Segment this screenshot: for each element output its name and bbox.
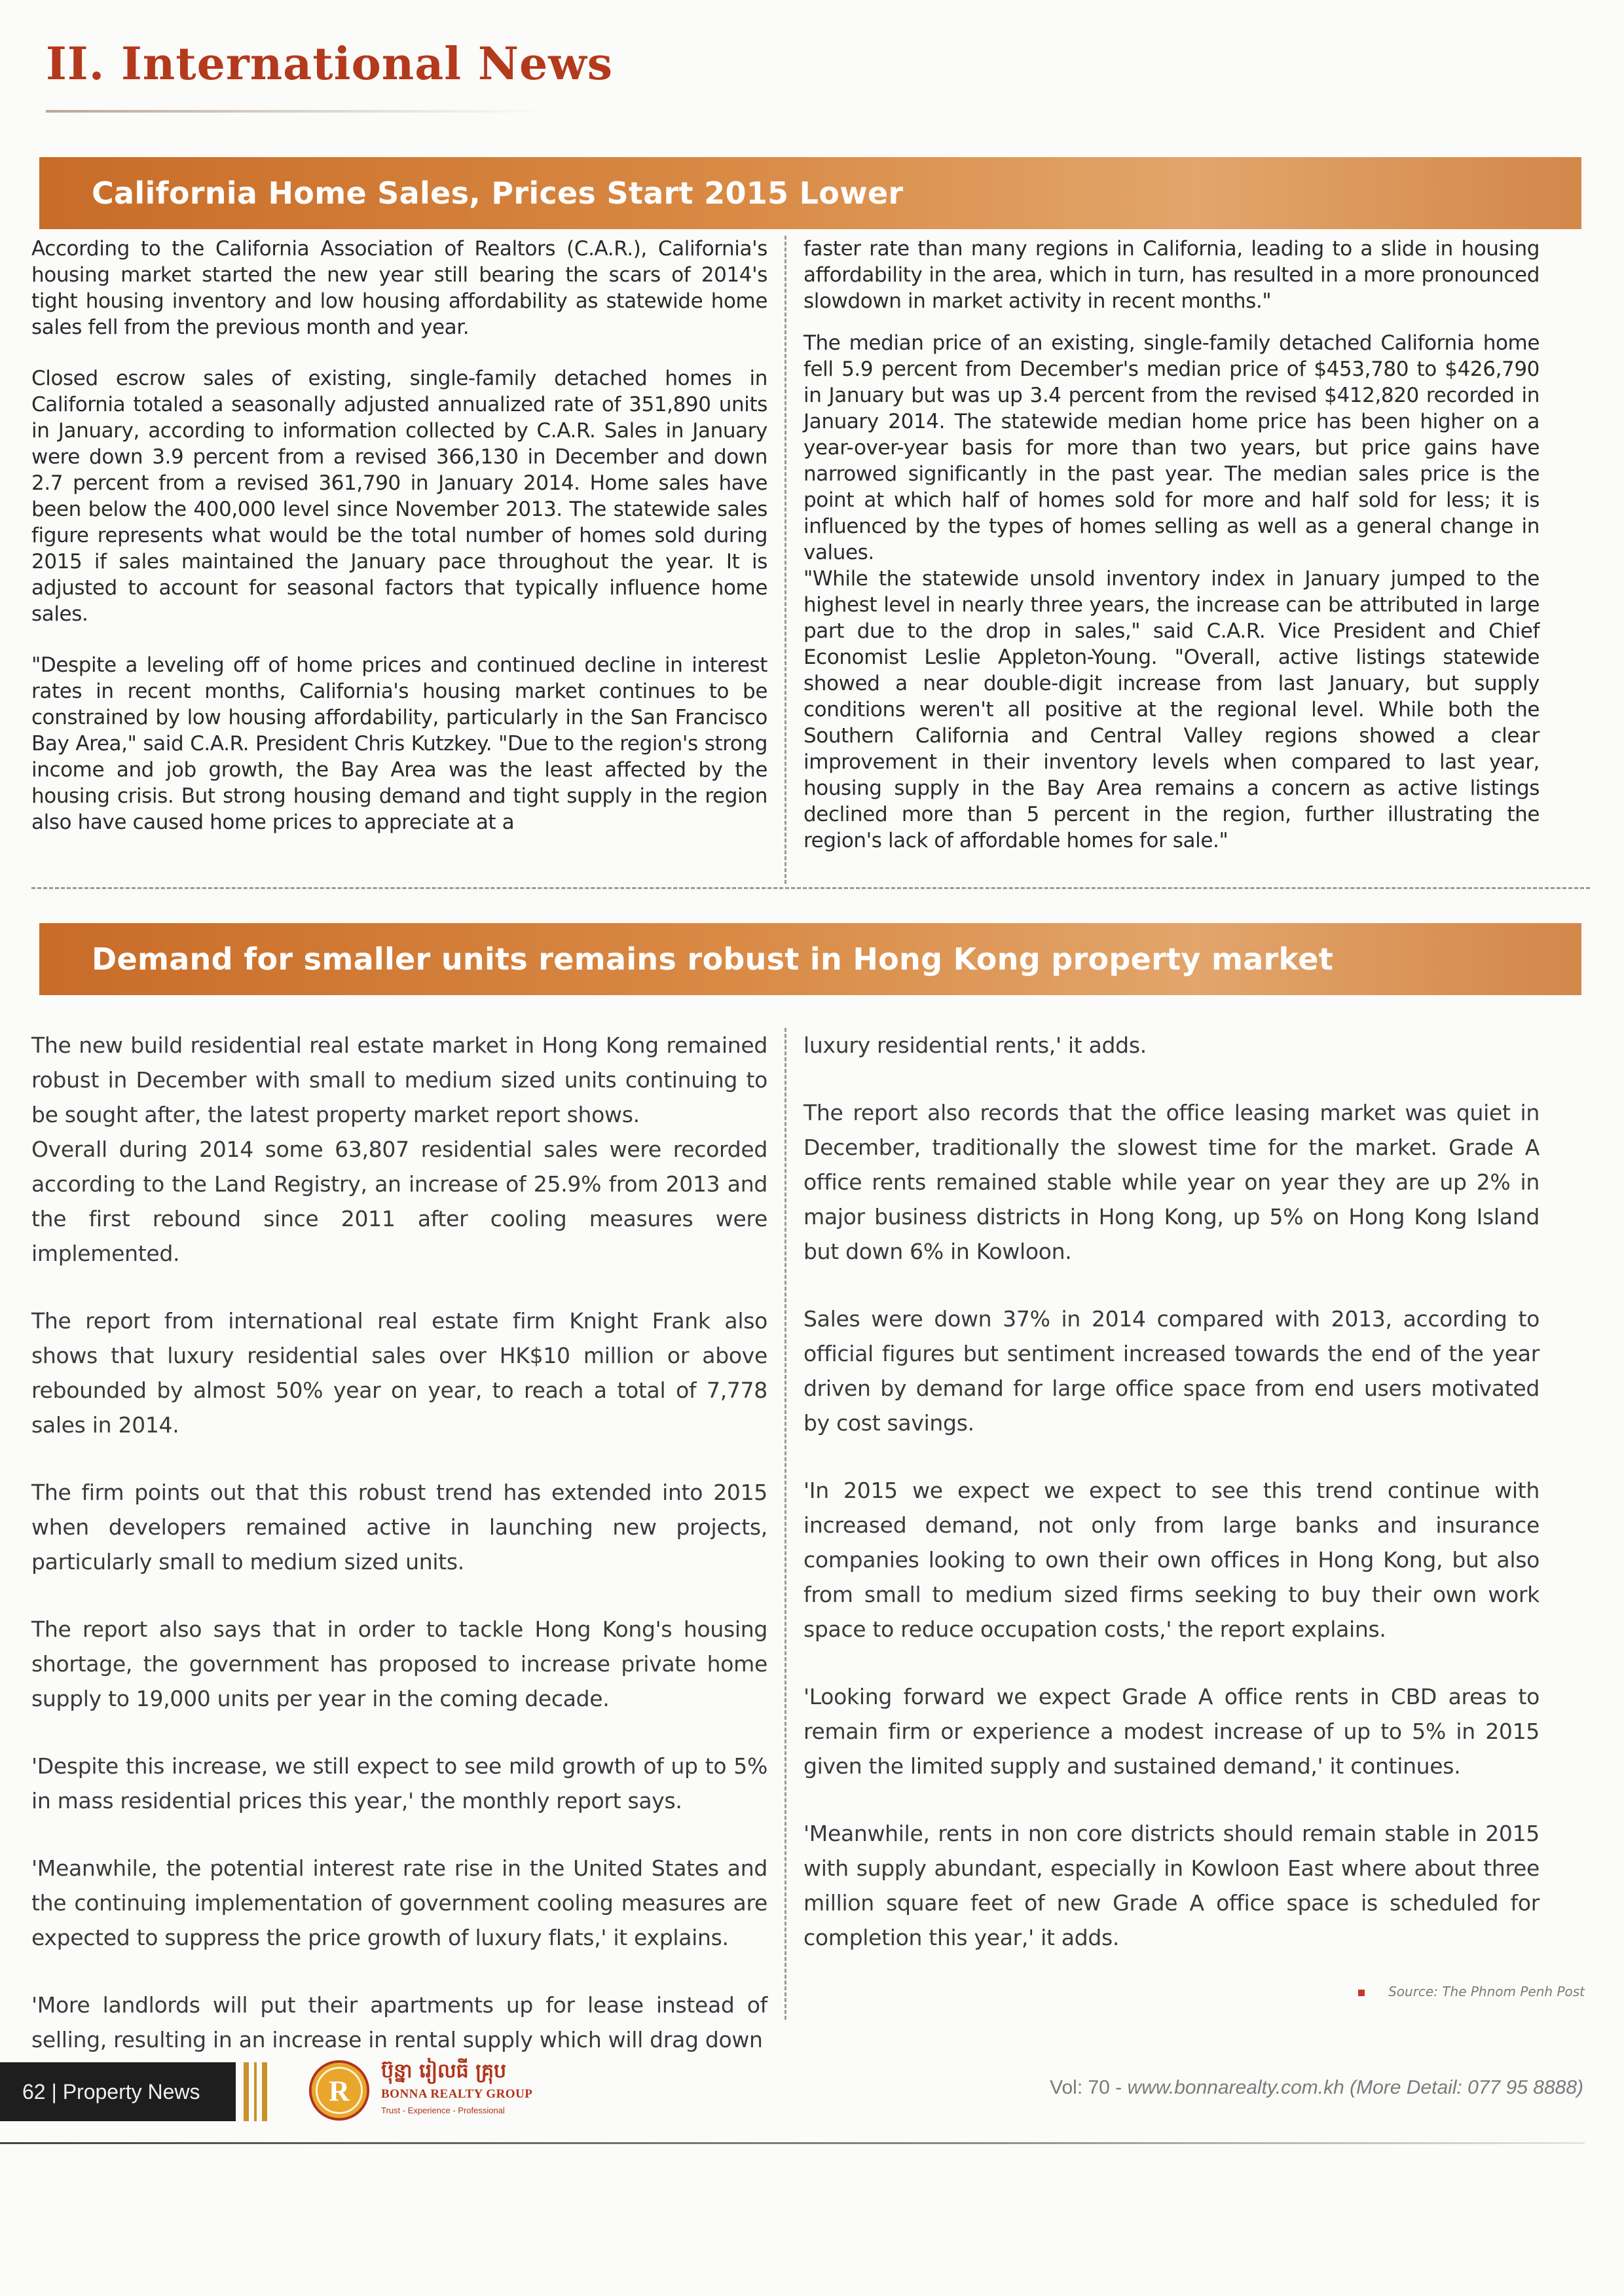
footer-page-label: [0, 2062, 236, 2121]
footer-volume-info: [1050, 2077, 1583, 2099]
bonna-realty-logo: [308, 2056, 557, 2128]
article1-paragraph: Closed escrow sales of existing, single-family detached homes in California totaled a seasonally adjusted annualized rate of 351,890 units in January, according to information collected by C.A.R. Sales in January were down 3.9 percent from a revised 366,130 in December and down 2.7 percent from a revised 361,790 in January 2014. Home sales have been below the 400,000 level since November 2013. The statewide sales figure represents what would be the total number of homes sold during 2015 if sales maintained the January pace throughout the year. It is adjusted to account for seasonal factors that typically influence home sales.: [31, 367, 767, 626]
website-link[interactable]: www.bonnarealty.com.kh: [1127, 2077, 1344, 2098]
article2-paragraph: The report also says that in order to tackle Hong Kong's housing shortage, the government has proposed to increase private home supply to 19,000 units per year in the coming decade.: [31, 1616, 767, 1711]
article2-right-column: [786, 1028, 1540, 2020]
article2-paragraph: The firm points out that this robust trend has extended into 2015 when developers remained active in launching new projects, particularly small to medium sized units.: [31, 1480, 767, 1575]
article2-paragraph: 'In 2015 we expect we expect to see this trend continue with increased demand, not only from large banks and insurance companies looking to own their own offices in Hong Kong, but also from small to medium sized firms seeking to buy their own work space to reduce occupation costs,' the report explains.: [803, 1478, 1540, 1642]
article1-body: [31, 236, 1590, 884]
logo-khmer-text: ប៊ុន្នា រៀលធី គ្រុប: [381, 2060, 507, 2083]
footer-accent-bars: [244, 2062, 267, 2121]
article1-paragraph: faster rate than many regions in California, leading to a slide in housing affordability in the area, which in turn, has resulted in a more pronounced slowdown in market activity in recent months.": [803, 237, 1540, 313]
source-credit: [1358, 1984, 1585, 1999]
article2-paragraph: 'Meanwhile, rents in non core districts should remain stable in 2015 with supply abundant, especially in Kowloon East where about three million square feet of new Grade A office space is scheduled for completion this year,' it adds.: [803, 1821, 1540, 1950]
svg-text:R: R: [329, 2075, 350, 2107]
article2-title: Demand for smaller units remains robust in Hong Kong property market: [92, 941, 1333, 977]
article2-paragraph: 'Despite this increase, we still expect to see mild growth of up to 5% in mass residential prices this year,' the monthly report says.: [31, 1753, 767, 1813]
title-underline: [46, 110, 544, 113]
footer-rule: [0, 2142, 1585, 2144]
logo-tagline: Trust - Experience - Professional: [381, 2105, 505, 2115]
logo-brand-text: BONNA REALTY GROUP: [381, 2087, 533, 2101]
article1-paragraph: "While the statewide unsold inventory index in January jumped to the highest level in nearly three years, the increase can be attributed in large part due to the drop in sales," said C.A.R. Vice President and Chief Economist Leslie Appleton-Young. "Overall, active listings statewide showed a near double-digit increase from last January, but supply conditions weren't all positive at the regional level. While both the Southern California and Central Valley regions showed a clear improvement in their inventory levels when compared to last year, housing supply in the Bay Area remains a concern as active listings declined more than 5 percent in the region, further illustrating the region's lack of affordable homes for sale.": [803, 567, 1540, 852]
article1-title: California Home Sales, Prices Start 2015 Lower: [92, 175, 904, 211]
volume-label: Vol: 70 -: [1050, 2077, 1128, 2098]
article2-paragraph: The report also records that the office leasing market was quiet in December, traditionally the slowest time for the market. Grade A office rents remained stable while year on year they are up 2% in major business districts in Hong Kong, up 5% on Hong Kong Island but down 6% in Kowloon.: [803, 1100, 1540, 1264]
article2-paragraph: 'Looking forward we expect Grade A office rents in CBD areas to remain firm or experience a modest increase of up to 5% in 2015 given the limited supply and sustained demand,' it continues.: [803, 1684, 1540, 1779]
article1-paragraph: The median price of an existing, single-family detached California home fell 5.9 percent from December's median price of $453,780 to $426,790 in January but was up 3.4 percent from the revised $412,820 recorded in January 2014. The statewide median home price has been higher on a year-over-year basis for more than two years, but price gains have narrowed significantly in the past year. The median sales price is the point at which half of homes sold for more and half sold for less; it is influenced by the types of homes selling as well as a general change in values.: [803, 331, 1540, 564]
article2-paragraph: The report from international real estate firm Knight Frank also shows that luxury residential sales over HK$10 million or above rebounded by almost 50% year on year, to reach a total of 7,778 sales in 2014.: [31, 1308, 767, 1438]
article1-paragraph: According to the California Association of Realtors (C.A.R.), California's housing market started the new year still bearing the scars of 2014's tight housing inventory and low housing affordability as statewide home sales fell from the previous month and year.: [31, 237, 767, 339]
article2-paragraph: 'Meanwhile, the potential interest rate rise in the United States and the continuing implementation of government cooling measures are expected to suppress the price growth of luxury flats,' it explains.: [31, 1855, 767, 1950]
source-text: Source: The Phnom Penh Post: [1388, 1984, 1585, 1999]
article2-paragraph: 'More landlords will put their apartments up for lease instead of selling, resulting in an increase in rental supply which will drag down: [31, 1992, 767, 2052]
article2-paragraph: The new build residential real estate market in Hong Kong remained robust in December with small to medium sized units continuing to be sought after, the latest property market report shows.: [31, 1032, 767, 1127]
contact-detail: (More Detail: 077 95 8888): [1344, 2077, 1583, 2098]
section-title: II. International News: [46, 38, 614, 90]
bonna-emblem-icon: [308, 2059, 371, 2122]
article2-paragraph: luxury residential rents,' it adds.: [803, 1032, 1147, 1058]
article1-banner: [39, 157, 1581, 229]
article1-right-column: [786, 236, 1540, 884]
article2-body: [31, 1028, 1590, 2052]
article1-left-column: [31, 236, 784, 884]
article-separator: [31, 887, 1590, 889]
article2-banner: [39, 923, 1581, 995]
page-number-text: 62 | Property News: [22, 2079, 200, 2104]
article2-left-column: [31, 1028, 784, 2052]
article2-paragraph: Overall during 2014 some 63,807 residential sales were recorded according to the Land Registry, an increase of 25.9% from 2013 and the first rebound since 2011 after cooling measures were implemented.: [31, 1137, 767, 1266]
source-bullet-icon: [1358, 1990, 1365, 1996]
article2-paragraph: Sales were down 37% in 2014 compared with 2013, according to official figures but sentiment increased towards the end of the year driven by demand for large office space from end users motivated by cost savings.: [803, 1306, 1540, 1436]
article1-paragraph: "Despite a leveling off of home prices and continued decline in interest rates in recent months, California's housing market continues to be constrained by low housing affordability, particularly in the San Francisco Bay Area," said C.A.R. President Chris Kutzkey. "Due to the region's strong income and job growth, the Bay Area was the least affected by the housing crisis. But strong housing demand and tight supply in the region also have caused home prices to appreciate at a: [31, 653, 767, 834]
